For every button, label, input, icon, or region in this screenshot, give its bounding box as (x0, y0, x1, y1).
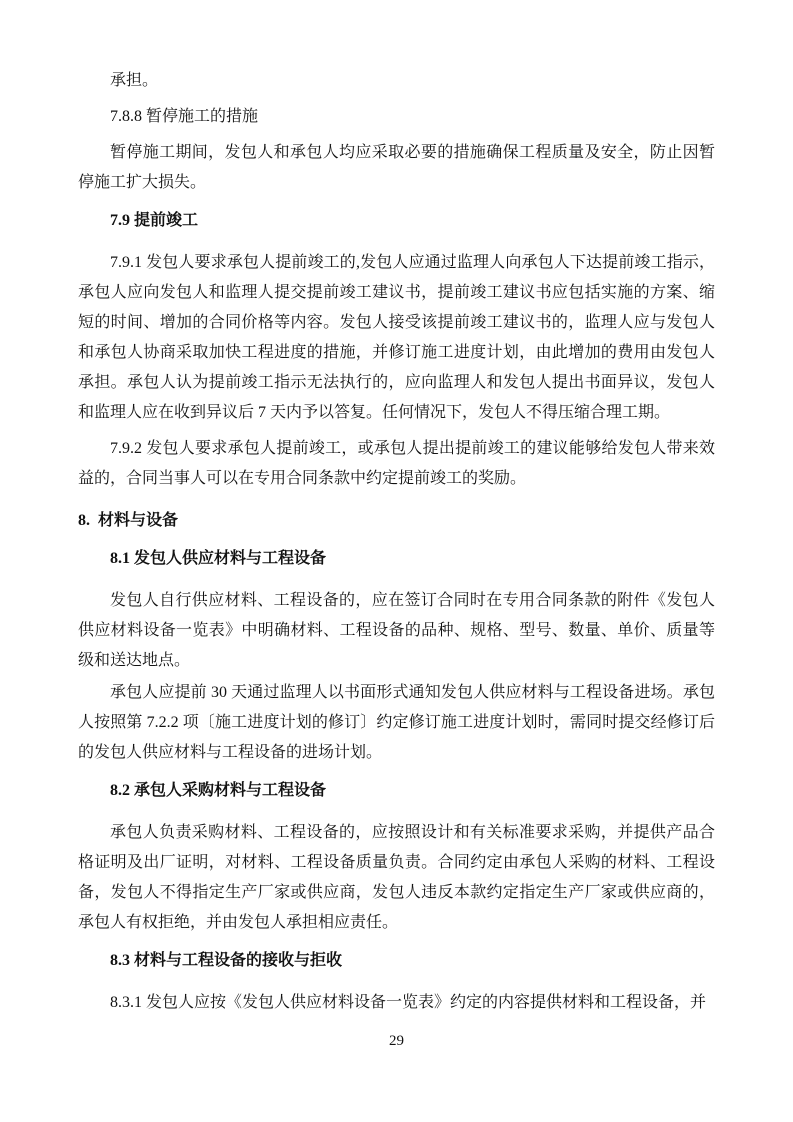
paragraph-suspension-measures: 暂停施工期间，发包人和承包人均应采取必要的措施确保工程质量及安全，防止因暂停施工扩大损失。 (78, 144, 715, 191)
clause-title-7-8-8: 7.8.8 暂停施工的措施 (110, 108, 259, 125)
paragraph-7-9-2: 7.9.2 发包人要求承包人提前竣工，或承包人提出提前竣工的建议能够给发包人带来效益的，合同当事人可以在专用合同条款中约定提前竣工的奖励。 (78, 440, 715, 487)
paragraph-8-1-supply-list: 发包人自行供应材料、工程设备的，应在签订合同时在专用合同条款的附件《发包人供应材料设备一览表》中明确材料、工程设备的品种、规格、型号、数量、单价、质量等级和送达地点。 (78, 592, 715, 669)
paragraph-7-9-1: 7.9.1 发包人要求承包人提前竣工的,发包人应通过监理人向承包人下达提前竣工指示，承包人应向发包人和监理人提交提前竣工建议书，提前竣工建议书应包括实施的方案、缩短的时间、增加的合同价格等内容。发包人接受该提前竣工建议书的，监理人应与发包人和承包人协商采取加快工程进度的措施，并修订施工进度计划，由此增加的费用由发包人承担。承包人认为提前竣工指示无法执行的，应向监理人和发包人提出书面异议，发包人和监理人应在收到异议后 7 天内予以答复。任何情况下，发包人不得压缩合理工期。 (78, 254, 715, 421)
paragraph-8-3-1: 8.3.1 发包人应按《发包人供应材料设备一览表》约定的内容提供材料和工程设备，并 (110, 994, 707, 1011)
heading-7-9-early-completion: 7.9 提前竣工 (110, 212, 199, 229)
heading-8-3-acceptance-rejection: 8.3 材料与工程设备的接收与拒收 (110, 952, 343, 969)
paragraph-continuation: 承担。 (110, 72, 159, 89)
heading-8-1-employer-supplied: 8.1 发包人供应材料与工程设备 (110, 550, 327, 567)
heading-8-materials-equipment: 8. 材料与设备 (78, 512, 179, 529)
heading-8-2-contractor-procured: 8.2 承包人采购材料与工程设备 (110, 782, 327, 799)
paragraph-8-2-procurement: 承包人负责采购材料、工程设备的，应按照设计和有关标准要求采购，并提供产品合格证明及出厂证明，对材料、工程设备质量负责。合同约定由承包人采购的材料、工程设备，发包人不得指定生产厂家或供应商，发包人违反本款约定指定生产厂家或供应商的，承包人有权拒绝，并由发包人承担相应责任。 (78, 824, 715, 931)
page-number: 29 (389, 1033, 404, 1049)
paragraph-8-1-notice: 承包人应提前 30 天通过监理人以书面形式通知发包人供应材料与工程设备进场。承包人按照第 7.2.2 项〔施工进度计划的修订〕约定修订施工进度计划时，需同时提交经修订后的发包人供应材料与工程设备的进场计划。 (78, 684, 715, 761)
document-content (78, 66, 715, 1018)
